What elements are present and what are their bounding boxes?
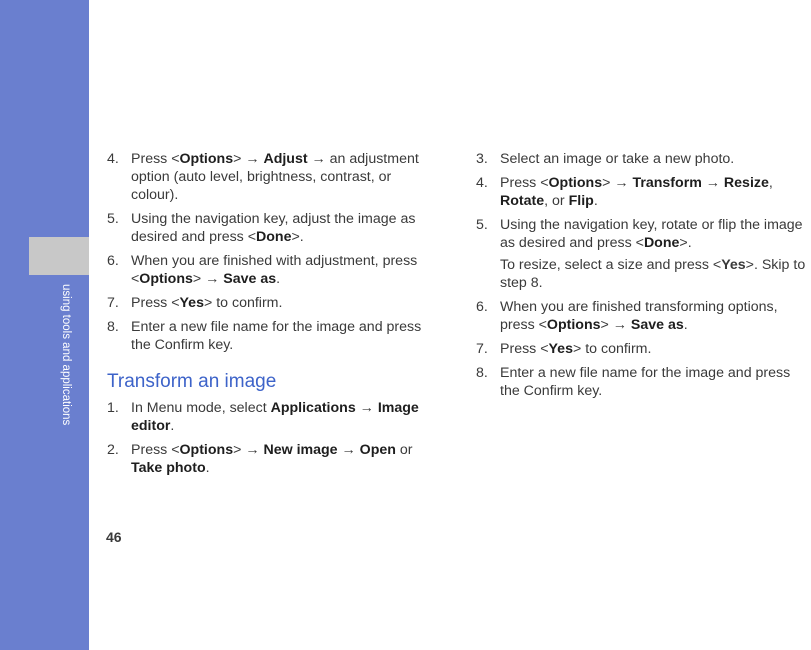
step-text: Press <Yes> to confirm. bbox=[131, 295, 283, 311]
step-text: Using the navigation key, adjust the image as desired and press <Done>. bbox=[131, 211, 416, 245]
ui-term: Options bbox=[179, 442, 234, 458]
step-text: Enter a new file name for the image and press the Confirm key. bbox=[500, 365, 791, 399]
step-number: 7. bbox=[107, 295, 119, 311]
ui-term: Options bbox=[179, 151, 234, 167]
step-item bbox=[107, 318, 432, 354]
step-item bbox=[107, 210, 432, 246]
step-number: 2. bbox=[107, 442, 119, 458]
ui-term: Adjust bbox=[263, 151, 308, 167]
sidebar-tab-marker bbox=[29, 237, 89, 275]
step-number: 5. bbox=[107, 211, 119, 227]
ui-term: Options bbox=[139, 271, 193, 287]
transform-steps-continued-list bbox=[476, 150, 809, 400]
ui-term: Done bbox=[643, 235, 680, 251]
step-item bbox=[107, 399, 432, 435]
step-text: Select an image or take a new photo. bbox=[500, 151, 735, 167]
step-text: Press <Options> → Transform → Resize, Rotate, or Flip. bbox=[500, 175, 773, 209]
step-number: 4. bbox=[107, 151, 119, 167]
step-item bbox=[476, 174, 809, 210]
ui-term: Flip bbox=[568, 193, 594, 209]
section-heading: Transform an image bbox=[107, 371, 277, 392]
ui-term: Applications bbox=[270, 400, 356, 416]
step-item bbox=[107, 441, 432, 477]
step-item bbox=[476, 298, 809, 334]
ui-term: Options bbox=[548, 175, 603, 191]
ui-term: Resize bbox=[723, 175, 769, 191]
step-number: 8. bbox=[107, 319, 119, 335]
ui-term: Transform bbox=[632, 175, 702, 191]
sidebar-section-label: using tools and applications bbox=[60, 284, 72, 426]
step-number: 6. bbox=[107, 253, 119, 269]
step-text: Enter a new file name for the image and press the Confirm key. bbox=[131, 319, 422, 353]
ui-term: Yes bbox=[721, 257, 746, 273]
step-item bbox=[476, 216, 809, 252]
step-number: 7. bbox=[476, 341, 488, 357]
ui-term: Yes bbox=[548, 341, 573, 357]
ui-term: Rotate bbox=[500, 193, 545, 209]
ui-term: Save as bbox=[223, 271, 277, 287]
step-text: In Menu mode, select Applications → Image editor. bbox=[131, 400, 419, 434]
step-item bbox=[107, 150, 432, 204]
step-text: Press <Yes> to confirm. bbox=[500, 341, 652, 357]
step-text: Press <Options> → Adjust → an adjustment option (auto level, brightness, contrast, or colour). bbox=[131, 151, 419, 203]
step-item bbox=[107, 294, 432, 312]
ui-term: New image bbox=[263, 442, 338, 458]
step-text: Using the navigation key, rotate or flip the image as desired and press <Done>. bbox=[500, 217, 803, 251]
right-column bbox=[476, 150, 809, 406]
ui-term: Image editor bbox=[131, 400, 419, 434]
left-column bbox=[107, 150, 432, 483]
step-number: 8. bbox=[476, 365, 488, 381]
step-item bbox=[476, 150, 809, 168]
step-item bbox=[476, 340, 809, 358]
step-number: 1. bbox=[107, 400, 119, 416]
ui-term: Take photo bbox=[131, 460, 206, 476]
transform-steps-list bbox=[107, 399, 432, 477]
step-number: 6. bbox=[476, 299, 488, 315]
step-item bbox=[107, 252, 432, 288]
step-number: 5. bbox=[476, 217, 488, 233]
page-number: 46 bbox=[106, 529, 122, 545]
step-text: When you are finished transforming options, press <Options> → Save as. bbox=[500, 299, 778, 333]
step-number: 4. bbox=[476, 175, 488, 191]
step-text: When you are finished with adjustment, press <Options> → Save as. bbox=[131, 253, 418, 287]
ui-term: Open bbox=[359, 442, 396, 458]
ui-term: Yes bbox=[179, 295, 204, 311]
ui-term: Done bbox=[256, 229, 292, 245]
ui-term: Save as bbox=[630, 317, 684, 333]
step-note: To resize, select a size and press <Yes>. Skip to step 8. bbox=[500, 257, 806, 291]
step-text: Press <Options> → New image → Open or Take photo. bbox=[131, 442, 413, 476]
ui-term: Options bbox=[546, 317, 601, 333]
step-item bbox=[476, 364, 809, 400]
step-number: 3. bbox=[476, 151, 488, 167]
sidebar bbox=[0, 0, 89, 650]
adjust-steps-list bbox=[107, 150, 432, 354]
